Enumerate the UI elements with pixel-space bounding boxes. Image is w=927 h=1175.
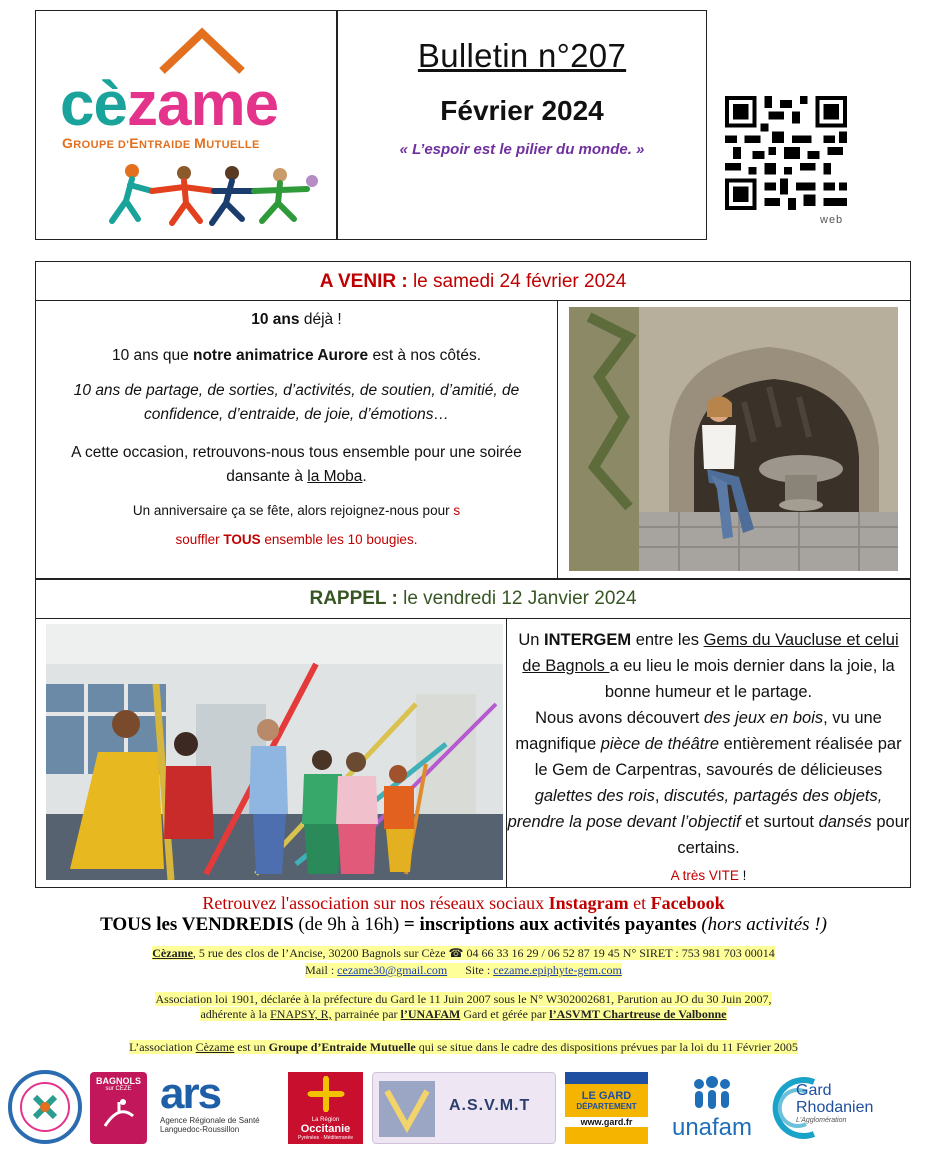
- legal2-unafam: l’UNAFAM: [400, 1007, 461, 1021]
- qr-caption: web: [820, 214, 844, 226]
- gard-rhodanien-logo: [770, 1072, 880, 1144]
- rappel-line-1: [507, 627, 910, 705]
- ars-logo: [156, 1072, 278, 1144]
- rappel-date: le vendredi 12 Janvier 2024: [403, 588, 637, 609]
- legal2-mid: parrainée par: [331, 1007, 401, 1021]
- contact-line: [305, 963, 622, 978]
- legal3-end: qui se situe dans le cadre des dispositions prévues par la loi du 11 Février 2005: [415, 1040, 798, 1054]
- legal-statement: [0, 1040, 927, 1055]
- bulletin-title: Bulletin n°207: [417, 37, 627, 74]
- rappel-t2: a eu lieu le mois dernier dans la joie, la bonne humeur et le partage.: [604, 657, 895, 701]
- instagram-label[interactable]: Instagram: [548, 893, 629, 913]
- unafam-logo: [660, 1072, 764, 1144]
- rappel-t3-e3: pour certains.: [677, 813, 910, 857]
- address-line: [152, 946, 774, 960]
- rappel-heading: [35, 579, 911, 619]
- rappel-t3-it3: galettes des rois: [534, 787, 655, 805]
- gard-sub: DÉPARTEMENT: [576, 1102, 637, 1111]
- ars-text: ars: [160, 1072, 221, 1118]
- avenir-p1: [48, 311, 545, 329]
- address-name: Cèzame: [152, 946, 193, 960]
- rappel-closing-end: !: [738, 868, 747, 883]
- avenir-p6-bold: TOUS: [223, 532, 261, 547]
- ars-sub: Agence Régionale de Santé Languedoc-Roussillon: [160, 1116, 260, 1134]
- mail-label: Mail :: [305, 963, 338, 977]
- rappel-t1-mid: entre les: [631, 631, 704, 649]
- rappel-line-2: [507, 705, 910, 861]
- occitanie-sub: La Région: [311, 1117, 340, 1123]
- gems-link[interactable]: Gems du Vaucluse et celui de Bagnols: [522, 631, 899, 675]
- rappel-t3-end: entièrement réalisée par le Gem de Carpentras, savourés de délicieuses: [534, 735, 902, 779]
- website-link[interactable]: cezame.epiphyte-gem.com: [493, 963, 622, 977]
- avenir-p2-start: 10 ans que: [111, 347, 193, 364]
- rappel-closing-red: A très VITE: [670, 868, 739, 883]
- fridays-mid: (de 9h à 16h): [293, 914, 404, 935]
- avenir-text: [36, 301, 558, 578]
- legal3-bold: Groupe d’Entraide Mutuelle: [268, 1040, 416, 1054]
- avenir-p4-end: .: [362, 468, 367, 485]
- bagnols-text: BAGNOLS: [96, 1076, 141, 1086]
- logo-sub-m: M: [194, 135, 207, 151]
- rappel-t3-it5: dansés: [818, 813, 872, 831]
- address-block: [0, 946, 927, 978]
- qr-code[interactable]: [724, 96, 848, 210]
- gard-logo: [565, 1072, 648, 1144]
- occitanie-sub2: Pyrénées · Méditerranée: [297, 1135, 354, 1141]
- logo-sub-e: E: [129, 135, 139, 151]
- avenir-p6: [48, 532, 545, 547]
- avenir-p6-start: souffler: [175, 532, 224, 547]
- avenir-p1-rest: déjà !: [299, 311, 342, 328]
- logo-wordmark: [60, 69, 278, 140]
- avenir-heading: [35, 261, 911, 301]
- legal-block: [0, 992, 927, 1022]
- federation-logo: [8, 1070, 82, 1144]
- logo-sub-ntraide: NTRAIDE: [138, 139, 195, 151]
- dancing-people-illustration: [102, 161, 322, 231]
- avenir-p2-bold: notre animatrice Aurore: [193, 347, 369, 364]
- legal3-start: L’association: [129, 1040, 196, 1054]
- rappel-closing: [507, 863, 910, 889]
- facebook-label[interactable]: Facebook: [650, 893, 725, 913]
- avenir-date: le samedi 24 février 2024: [412, 271, 627, 292]
- rappel-t1: Un: [518, 631, 545, 649]
- asvmt-emblem-icon: [379, 1081, 435, 1137]
- legal2-mid2: Gard et gérée par: [460, 1007, 550, 1021]
- legal-line-1: Association loi 1901, déclarée à la préfecture du Gard le 11 Juin 2007 sous le N° W302002681, Parution au JO du 30 Juin 2007,: [155, 992, 772, 1006]
- avenir-p3: 10 ans de partage, de sorties, d’activités, de soutien, d’amitié, de confidence, d’entraide, de joie, d’émotions…: [73, 382, 520, 423]
- avenir-p5-red: s: [453, 503, 461, 518]
- bagnols-sub: sur CÈZE: [105, 1086, 132, 1092]
- legal2-start: adhérente à la: [200, 1007, 271, 1021]
- gard-text: LE GARD: [581, 1090, 632, 1102]
- site-label: Site :: [465, 963, 494, 977]
- legal2-asvmt: l’ASVMT Chartreuse de Valbonne: [549, 1007, 727, 1021]
- avenir-p2-end: est à nos côtés.: [368, 347, 482, 364]
- logo-subtitle: [62, 135, 260, 151]
- avenir-label: A VENIR :: [319, 271, 408, 292]
- logo-letters-2: zame: [126, 70, 279, 139]
- fridays-line: [0, 914, 927, 936]
- logo-sub-utuelle: UTUELLE: [206, 139, 260, 151]
- social-networks-line: [0, 893, 927, 914]
- rappel-label: RAPPEL :: [309, 588, 398, 609]
- rappel-intergem: INTERGEM: [544, 631, 632, 649]
- asvmt-logo: [372, 1072, 556, 1144]
- rappel-t3-it2: pièce de théâtre: [600, 735, 720, 753]
- legal3-cezame: Cèzame: [195, 1040, 235, 1054]
- rappel-t3-e2: et surtout: [740, 813, 819, 831]
- logo-sub-g: G: [62, 135, 74, 151]
- rappel-t3-start: Nous avons découvert: [535, 709, 704, 727]
- unafam-people-icon: [687, 1076, 737, 1110]
- rappel-t3-mid: , vu une magnifique: [515, 709, 882, 753]
- moba-link[interactable]: la Moba: [307, 468, 363, 485]
- legal-line-3: [129, 1040, 798, 1054]
- logo-sub-roupe: ROUPE D': [73, 139, 130, 151]
- avenir-p1-bold: 10 ans: [251, 311, 300, 328]
- social-mid: et: [628, 893, 651, 913]
- avenir-p4-start: A cette occasion, retrouvons-nous tous ensemble pour une soirée dansante à: [71, 444, 522, 485]
- occitan-cross-icon: [306, 1076, 346, 1112]
- legal-line-2: [200, 1007, 726, 1021]
- rappel-t3-it: des jeux en bois: [703, 709, 824, 727]
- avenir-p2: [48, 347, 545, 365]
- fridays-bold: TOUS les VENDREDIS: [100, 914, 294, 935]
- occitanie-text: Occitanie: [300, 1123, 351, 1135]
- gardrho-line-3: L'Agglomération: [796, 1117, 847, 1124]
- bagnols-logo: [90, 1072, 147, 1144]
- rappel-t3-it4: discutés, partagés des objets, prendre la pose devant l’objectif: [507, 787, 883, 831]
- title-box: [337, 10, 707, 240]
- email-link[interactable]: cezame30@gmail.com: [337, 963, 448, 977]
- intergem-photo: [46, 624, 503, 880]
- avenir-p6-end: ensemble les 10 bougies.: [260, 532, 418, 547]
- legal3-mid: est un: [234, 1040, 269, 1054]
- address-text: , 5 rue des clos de l’Ancise, 30200 Bagnols sur Cèze ☎ 04 66 33 16 29 / 06 52 87 19 45 N° SIRET : 753 981 703 00014: [192, 946, 775, 960]
- aurore-photo: [569, 307, 898, 571]
- avenir-p4: [48, 441, 545, 489]
- avenir-p5-start: Un anniversaire ça se fête, alors rejoignez-nous pour: [132, 503, 454, 518]
- fridays-italic: (hors activités !): [696, 914, 827, 935]
- issue-date: Février 2024: [440, 95, 604, 126]
- gardrho-line-2: Rhodanien: [796, 1099, 874, 1116]
- rappel-t3-c: ,: [654, 787, 665, 805]
- gardrho-line-1: Gard: [796, 1082, 832, 1099]
- motto: « L’espoir est le pilier du monde. »: [399, 141, 645, 158]
- legal2-fnapsy: FNAPSY, R,: [270, 1007, 332, 1021]
- fridays-bold-2: = inscriptions aux activités payantes: [403, 914, 697, 935]
- asvmt-text: A.S.V.M.T: [449, 1097, 531, 1114]
- bagnols-figure-icon: [99, 1096, 139, 1132]
- gard-band: [565, 1072, 648, 1084]
- avenir-p5: [48, 503, 545, 518]
- social-start: Retrouvez l'association sur nos réseaux sociaux: [202, 893, 549, 913]
- gard-rhodanien-text: [796, 1082, 873, 1125]
- logo-letters-1: cè: [60, 70, 127, 139]
- gard-url: www.gard.fr: [565, 1117, 648, 1127]
- rappel-text: [506, 619, 910, 887]
- occitanie-logo: [288, 1072, 363, 1144]
- logo-box: [35, 10, 337, 240]
- unafam-text: unafam: [671, 1114, 753, 1141]
